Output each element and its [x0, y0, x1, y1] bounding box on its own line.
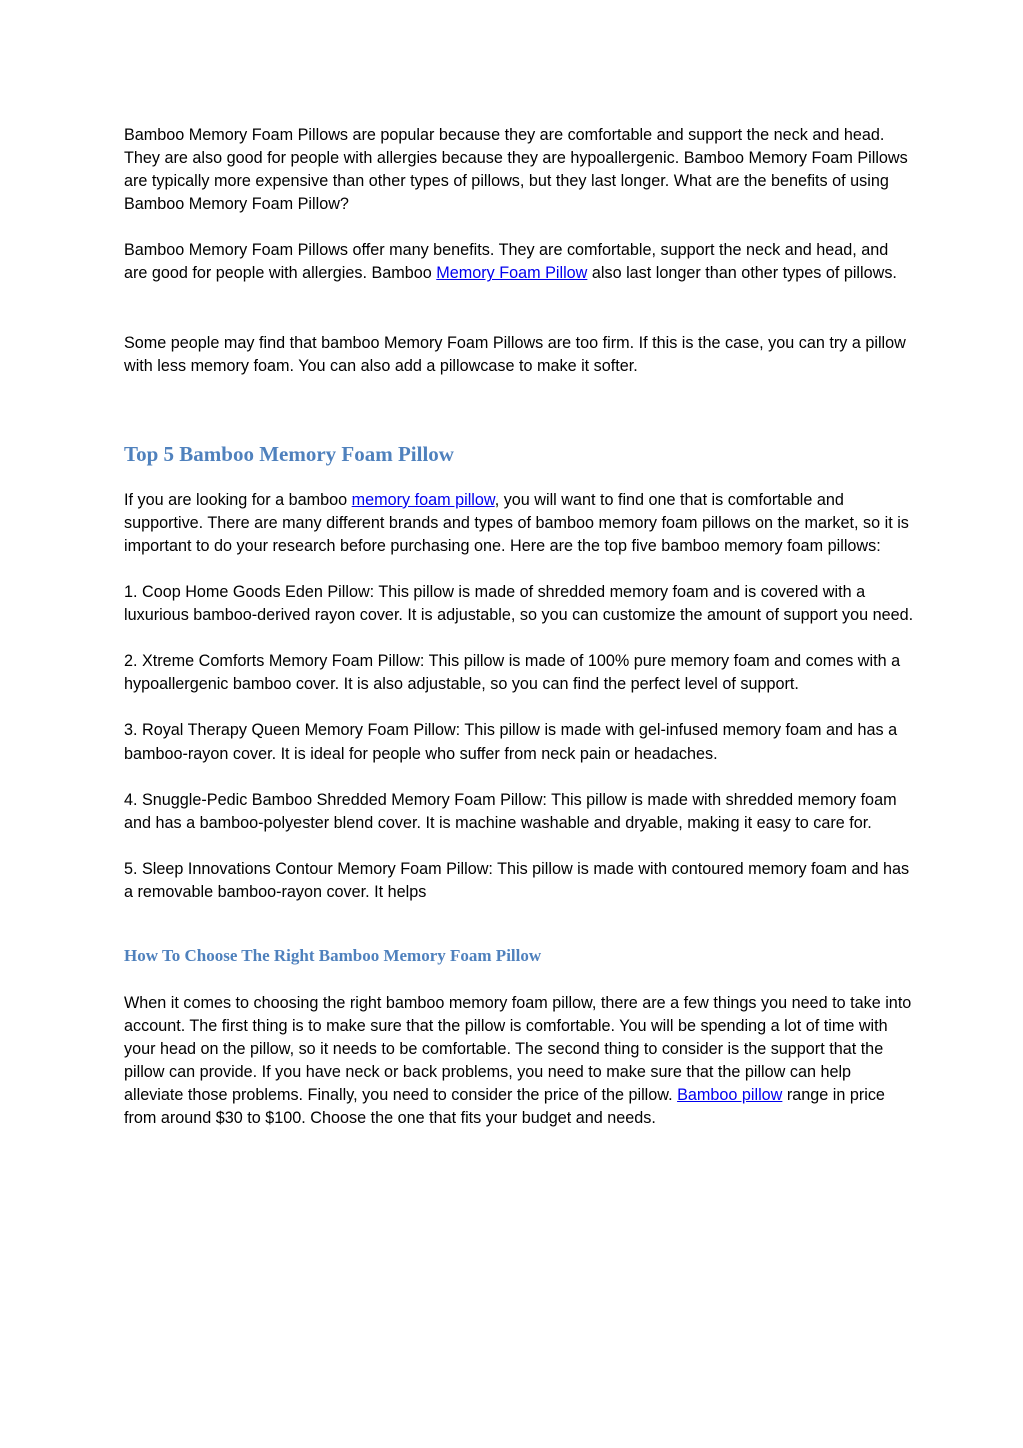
choose-paragraph: [124, 992, 914, 1131]
top5-intro-text-after: , you will want to find one that is comfortable and supportive. There are many different brands and types of bamboo memory foam pillows on the market, so it is important to do your research before purchasing one. Here are the top five bamboo memory foam pillows:: [124, 490, 909, 555]
list-item: 2. Xtreme Comforts Memory Foam Pillow: This pillow is made of 100% pure memory foam and comes with a hypoallergenic bamboo cover. It is also adjustable, so you can find the perfect level of support.: [124, 652, 901, 694]
top5-intro-paragraph: [124, 489, 914, 558]
intro-paragraph-1: Bamboo Memory Foam Pillows are popular because they are comfortable and support the neck and head. They are also good for people with allergies because they are hypoallergenic. Bamboo Memory Foam Pillows are typically more expensive than other types of pillows, but they last longer. What are the benefits of using Bamboo Memory Foam Pillow?: [124, 126, 908, 214]
intro-paragraph-3: Some people may find that bamboo Memory Foam Pillows are too firm. If this is the case, you can try a pillow with less memory foam. You can also add a pillowcase to make it softer.: [124, 333, 906, 375]
intro-paragraph-2-text-after: also last longer than other types of pillows.: [587, 264, 897, 283]
memory-foam-pillow-inline-link[interactable]: memory foam pillow: [351, 490, 495, 509]
list-item: 5. Sleep Innovations Contour Memory Foam Pillow: This pillow is made with contoured memory foam and has a removable bamboo-rayon cover. It helps: [124, 859, 910, 901]
bamboo-pillow-link[interactable]: Bamboo pillow: [677, 1086, 783, 1105]
choose-text-before: When it comes to choosing the right bamboo memory foam pillow, there are a few things you need to take into account. The first thing is to make sure that the pillow is comfortable. You will be spending a lot of time with your head on the pillow, so it needs to be comfortable. The second thing to consider is the support that the pillow can provide. If you have neck or back problems, you need to make sure that the pillow can help alleviate those problems. Finally, you need to consider the price of the pillow.: [124, 993, 912, 1105]
document-page: [124, 124, 914, 1131]
intro-paragraph-2: [124, 239, 914, 285]
intro-paragraph-2-text-before: Bamboo Memory Foam Pillows offer many benefits. They are comfortable, support the neck and head, and are good for people with allergies. Bamboo: [124, 241, 889, 283]
list-item: 1. Coop Home Goods Eden Pillow: This pillow is made of shredded memory foam and is covered with a luxurious bamboo-derived rayon cover. It is adjustable, so you can customize the amount of support you need.: [124, 583, 914, 625]
choose-text-after: range in price from around $30 to $100. Choose the one that fits your budget and needs.: [124, 1086, 885, 1128]
list-item: 3. Royal Therapy Queen Memory Foam Pillow: This pillow is made with gel-infused memory foam and has a bamboo-rayon cover. It is ideal for people who suffer from neck pain or headaches.: [124, 721, 898, 763]
top5-intro-text-before: If you are looking for a bamboo: [124, 490, 352, 509]
memory-foam-pillow-link[interactable]: Memory Foam Pillow: [436, 264, 588, 283]
list-item: 4. Snuggle-Pedic Bamboo Shredded Memory Foam Pillow: This pillow is made with shredded memory foam and has a bamboo-polyester blend cover. It is machine washable and dryable, making it easy to care for.: [124, 790, 897, 832]
top5-heading: Top 5 Bamboo Memory Foam Pillow: [124, 441, 454, 466]
choose-heading: How To Choose The Right Bamboo Memory Foam Pillow: [124, 945, 542, 965]
